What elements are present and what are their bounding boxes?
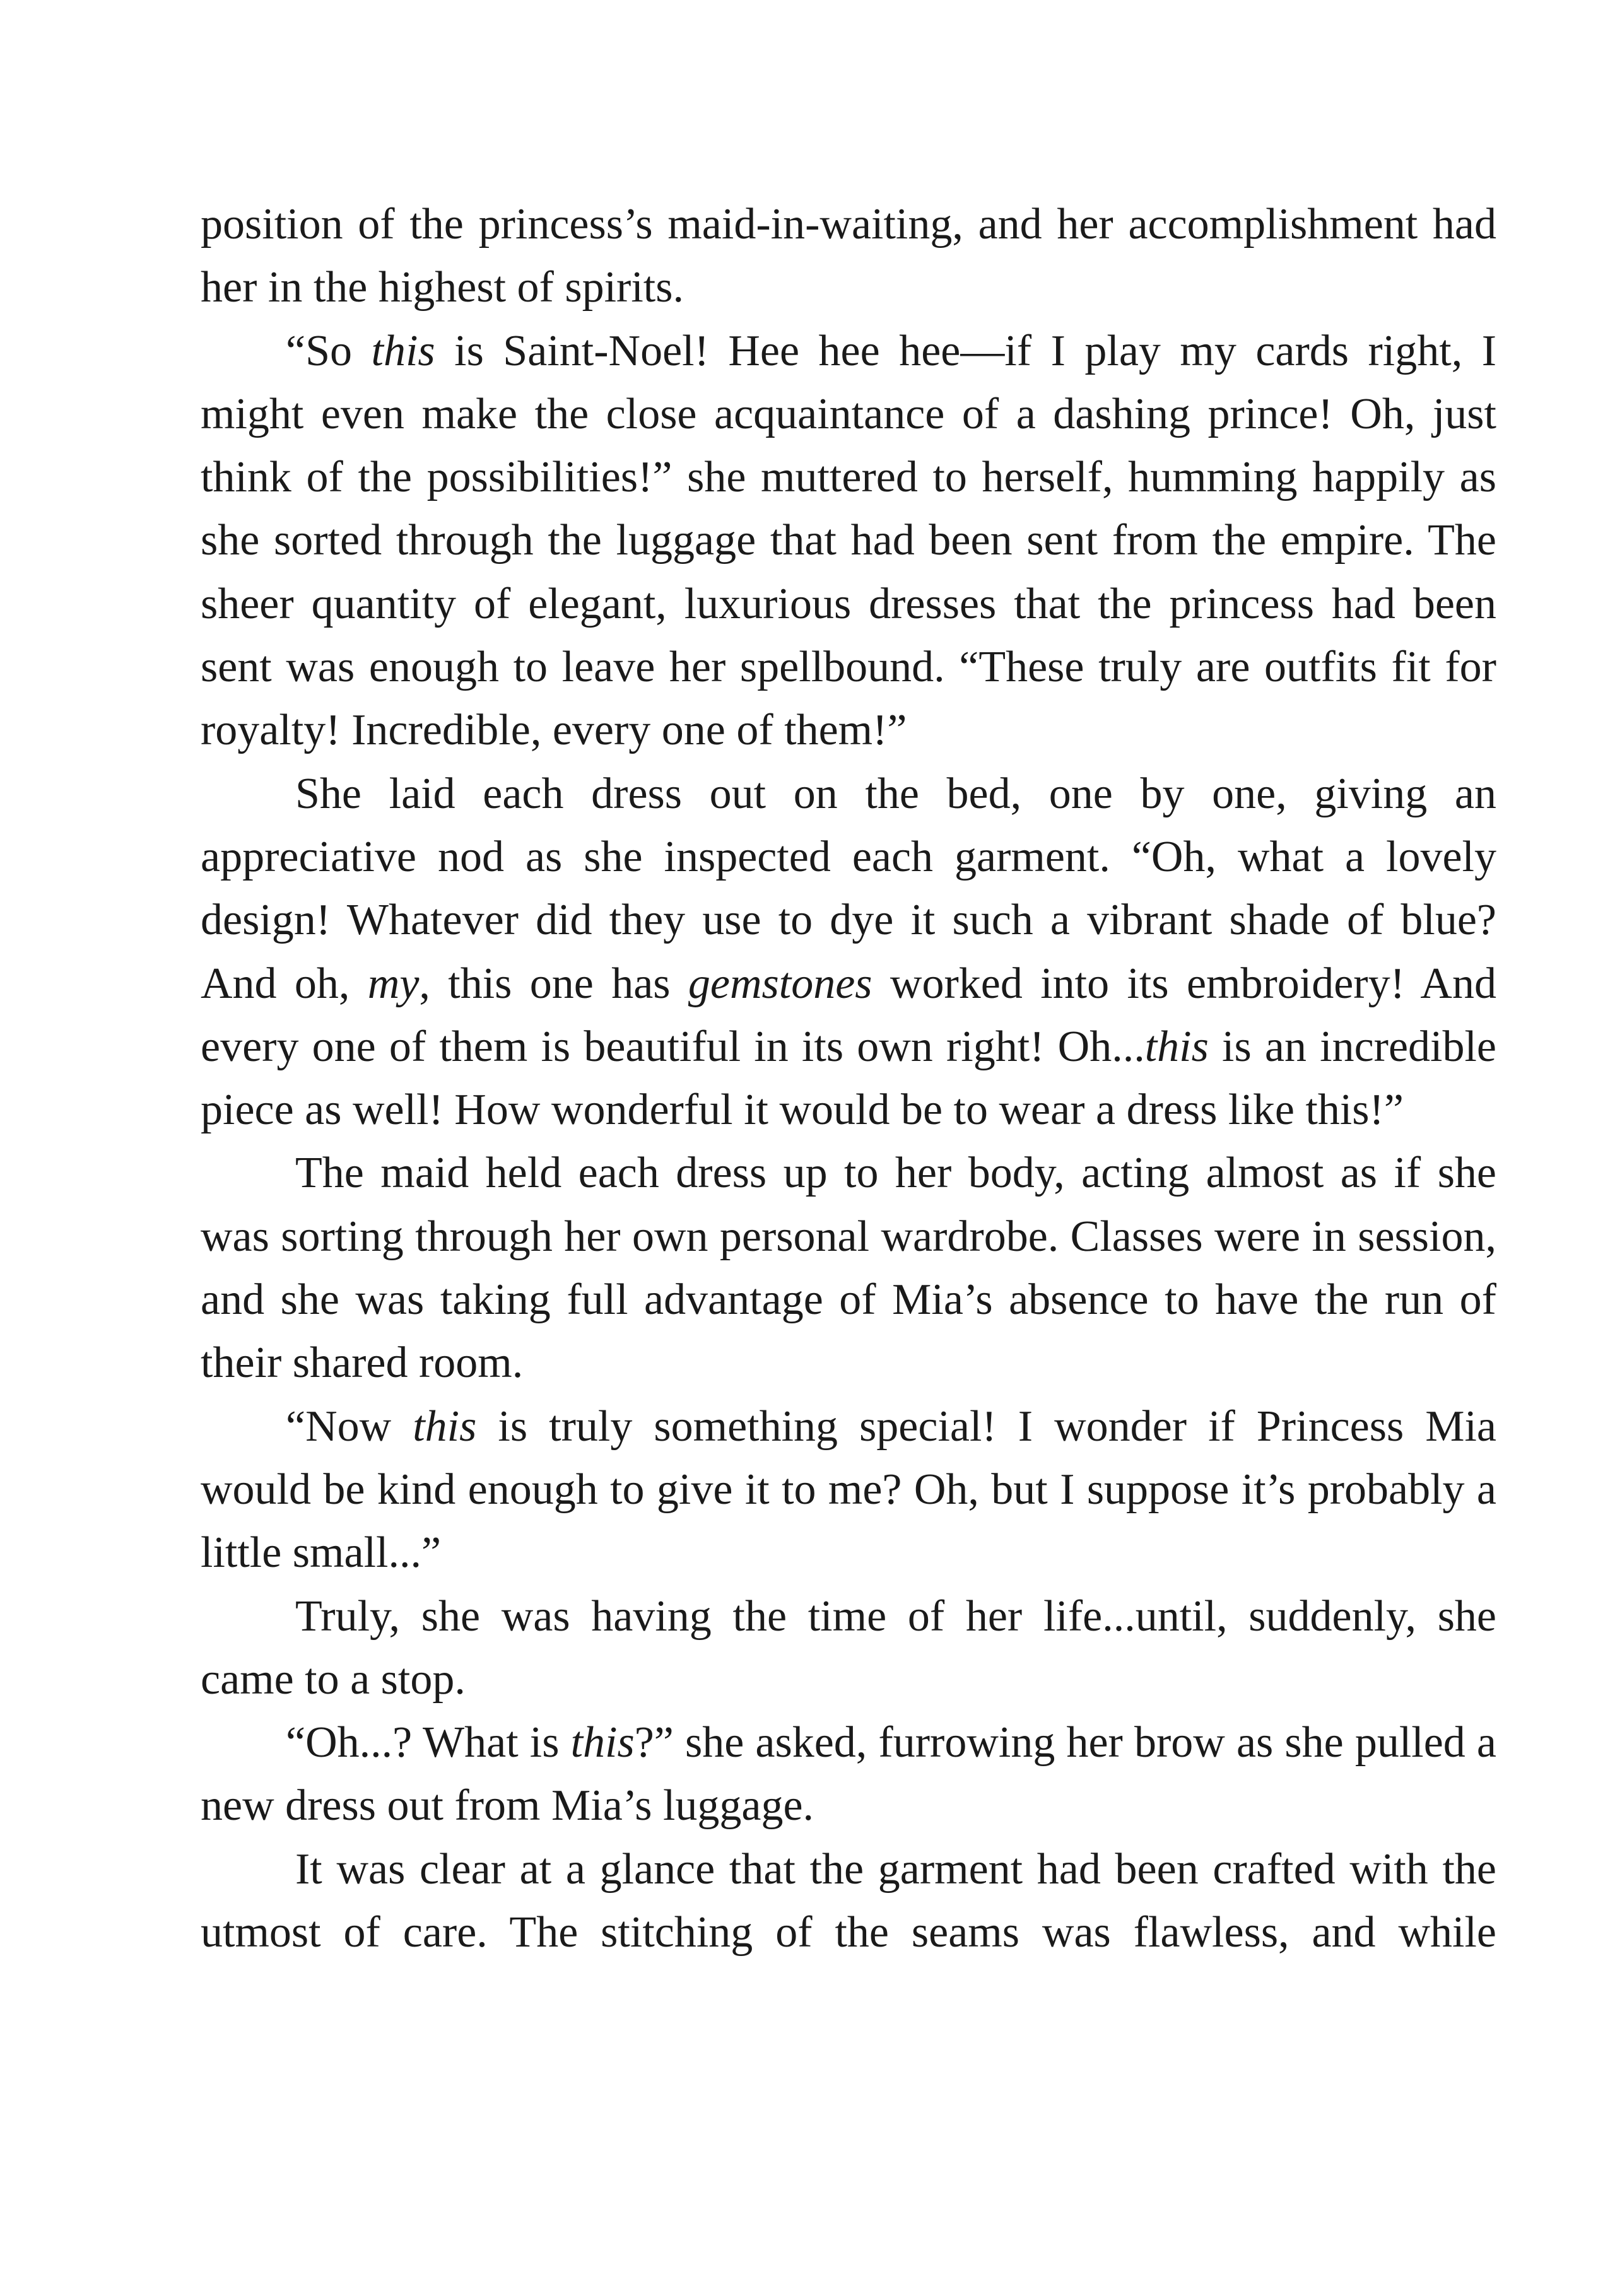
- body-text: [201, 193, 1496, 1964]
- italic-text-segment: gemstones: [688, 959, 872, 1008]
- text-segment: is an incredible piece as well! How wonderful it would be to wear a dress like this!”: [201, 1022, 1496, 1135]
- paragraph-3: [201, 763, 1496, 1142]
- text-segment: “So: [286, 326, 372, 375]
- italic-text-segment: this: [371, 326, 435, 375]
- paragraph-2: [201, 320, 1496, 763]
- text-segment: position of the princess’s maid-in-waiting, and her accomplishment had her in the highest of spirits.: [201, 200, 1496, 312]
- paragraph-5: [201, 1395, 1496, 1585]
- text-segment: , this one has: [419, 959, 688, 1008]
- paragraph-6: [201, 1585, 1496, 1712]
- italic-text-segment: this: [413, 1402, 477, 1451]
- italic-text-segment: this: [1144, 1022, 1209, 1071]
- text-segment: “Now: [286, 1402, 413, 1451]
- paragraph-4: [201, 1142, 1496, 1395]
- paragraph-8: [201, 1838, 1496, 1965]
- text-segment: Truly, she was having the time of her life...until, suddenly, she came to a stop.: [201, 1591, 1496, 1704]
- text-segment: ?” she asked, furrowing her brow as she pulled a new dress out from Mia’s luggage.: [201, 1718, 1496, 1830]
- text-segment: It was clear at a glance that the garment had been crafted with the utmost of care. The stitching of the seams was flawless, and while: [201, 1844, 1496, 1957]
- paragraph-7: [201, 1711, 1496, 1838]
- text-segment: “Oh...? What is: [286, 1718, 571, 1767]
- text-segment: The maid held each dress up to her body, acting almost as if she was sorting through her own personal wardrobe. Classes were in session, and she was taking full advantage of Mia’s absence to have the run of their shared room.: [201, 1149, 1496, 1388]
- paragraph-1: [201, 193, 1496, 320]
- text-segment: is truly something special! I wonder if Princess Mia would be kind enough to give it to me? Oh, but I suppose it’s probably a little small...”: [201, 1402, 1496, 1578]
- text-segment: is Saint-Noel! Hee hee hee—if I play my cards right, I might even make the close acquaintance of a dashing prince! Oh, just think of the possibilities!” she muttered to herself, humming happily as she sorted through the luggage that had been sent from the empire. The sheer quantity of elegant, luxurious dresses that the princess had been sent was enough to leave her spellbound. “These truly are outfits fit for royalty! Incredible, every one of them!”: [201, 326, 1496, 755]
- italic-text-segment: my: [367, 959, 420, 1008]
- text-segment: She laid each dress out on the bed, one by one, giving an appreciative nod as she inspected each garment. “Oh, what a lovely design! Whatever did they use to dye it such a vibrant shade of blue? And oh,: [201, 769, 1496, 1008]
- italic-text-segment: this: [570, 1718, 635, 1767]
- text-segment: worked into its embroidery! And every one of them is beautiful in its own right! Oh...: [201, 959, 1496, 1071]
